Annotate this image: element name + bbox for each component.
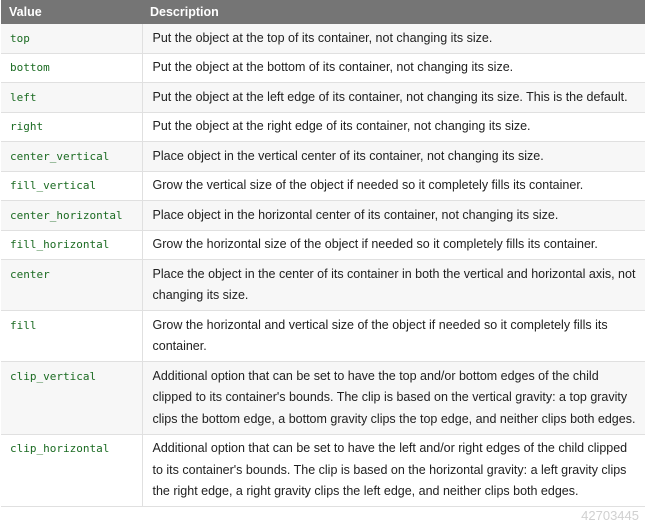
value-cell: right bbox=[1, 112, 142, 142]
description-cell: Put the object at the right edge of its container, not changing its size. bbox=[142, 112, 645, 142]
description-cell: Additional option that can be set to have the left and/or right edges of the child clipped to its container's bounds. The clip is based on the horizontal gravity: a left gravity clips the right edge, a right gravity clips the left edge, and neither clips both edges. bbox=[142, 434, 645, 507]
value-cell: fill_vertical bbox=[1, 171, 142, 201]
description-cell: Additional option that can be set to have the top and/or bottom edges of the child clipped to its container's bounds. The clip is based on the vertical gravity: a top gravity clips the bottom edge, a bottom gravity clips the top edge, and neither clips both edges. bbox=[142, 362, 645, 435]
table-header-row bbox=[1, 0, 645, 24]
description-cell: Grow the vertical size of the object if needed so it completely fills its container. bbox=[142, 171, 645, 201]
value-cell: bottom bbox=[1, 53, 142, 83]
column-header-description: Description bbox=[150, 5, 219, 19]
description-cell: Place the object in the center of its container in both the vertical and horizontal axis, not changing its size. bbox=[142, 260, 645, 311]
value-cell: center_horizontal bbox=[1, 201, 142, 231]
table-row bbox=[1, 142, 645, 172]
value-cell: top bbox=[1, 24, 142, 53]
table-row bbox=[1, 24, 645, 53]
description-cell: Grow the horizontal size of the object if needed so it completely fills its container. bbox=[142, 230, 645, 260]
table-row bbox=[1, 230, 645, 260]
table-row bbox=[1, 83, 645, 113]
value-cell: center_vertical bbox=[1, 142, 142, 172]
description-cell: Place object in the vertical center of its container, not changing its size. bbox=[142, 142, 645, 172]
value-cell: center bbox=[1, 260, 142, 311]
table-row bbox=[1, 201, 645, 231]
gravity-values-table bbox=[1, 0, 645, 507]
description-cell: Put the object at the top of its container, not changing its size. bbox=[142, 24, 645, 53]
value-cell: left bbox=[1, 83, 142, 113]
description-cell: Grow the horizontal and vertical size of the object if needed so it completely fills its container. bbox=[142, 311, 645, 362]
table-header bbox=[1, 0, 645, 24]
table-row bbox=[1, 53, 645, 83]
value-cell: clip_vertical bbox=[1, 362, 142, 435]
description-cell: Put the object at the left edge of its container, not changing its size. This is the default. bbox=[142, 83, 645, 113]
column-header-value: Value bbox=[9, 5, 42, 19]
watermark: 42703445 bbox=[581, 508, 639, 523]
table-row bbox=[1, 434, 645, 507]
table-row bbox=[1, 112, 645, 142]
value-cell: fill_horizontal bbox=[1, 230, 142, 260]
table-row bbox=[1, 362, 645, 435]
table-row bbox=[1, 260, 645, 311]
table-row bbox=[1, 311, 645, 362]
table-body bbox=[1, 24, 645, 507]
description-cell: Place object in the horizontal center of its container, not changing its size. bbox=[142, 201, 645, 231]
table-row bbox=[1, 171, 645, 201]
value-cell: fill bbox=[1, 311, 142, 362]
value-cell: clip_horizontal bbox=[1, 434, 142, 507]
description-cell: Put the object at the bottom of its container, not changing its size. bbox=[142, 53, 645, 83]
